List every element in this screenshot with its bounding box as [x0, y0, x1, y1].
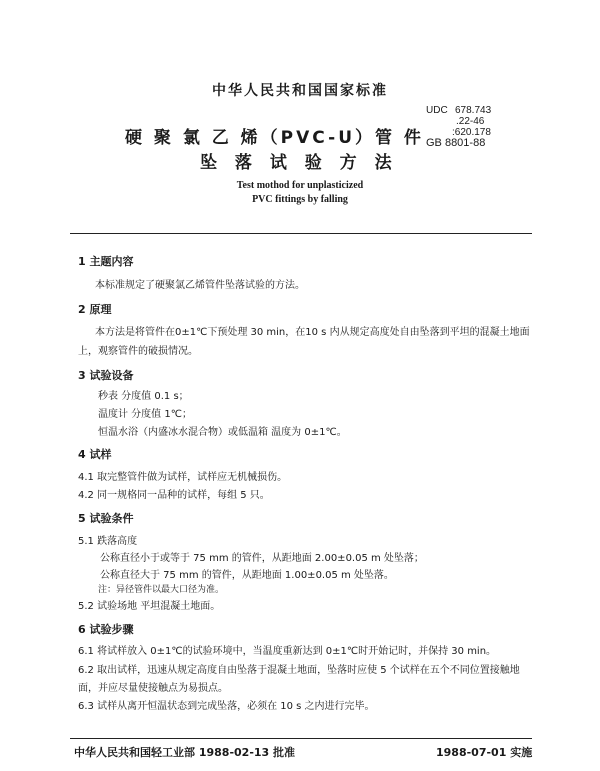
section-6-item-2-line1: 6.2 取出试样，迅速从规定高度自由坠落于混凝土地面，坠落时应使 5 个试样在五个不同位置接触地 [78, 665, 520, 676]
english-title-line1: Test mothod for unplasticized [236, 180, 364, 191]
section-5-item-1a: 公称直径小于或等于 75 mm 的管件，从距地面 2.00±0.05 m 处坠落； [100, 553, 424, 564]
section-4-heading: 4 试样 [78, 448, 112, 461]
section-5-item-2: 5.2 试验场地 平坦混凝土地面。 [78, 601, 221, 612]
section-6-item-2-line2: 面，并应尽量使接触点为易损点。 [78, 683, 228, 694]
document-title-line2: 坠 落 试 验 方 法 [200, 153, 398, 173]
standard-title: 中华人民共和国国家标准 [212, 83, 388, 99]
section-3-item-water-bath: 恒温水浴（内盛冰水混合物）或低温箱 温度为 0±1℃。 [98, 427, 347, 438]
section-2-text-line1: 本方法是将管件在0±1℃下预处理 30 min，在10 s 内从规定高度处自由坠落到平坦的混凝土地面 [95, 327, 530, 338]
section-1-heading: 1 主题内容 [78, 255, 134, 268]
gb-code: GB 8801-88 [426, 137, 486, 149]
section-5-item-1: 5.1 跌落高度 [78, 536, 138, 547]
section-2-heading: 2 原理 [78, 303, 112, 316]
approval-info: 中华人民共和国轻工业部 1988-02-13 批准 [74, 746, 296, 759]
section-5-note: 注：异径管件以最大口径为准。 [98, 585, 225, 595]
implementation-date: 1988-07-01 实施 [436, 746, 533, 759]
english-title-line2: PVC fittings by falling [252, 194, 348, 205]
header-divider [70, 233, 532, 234]
document-title-line1: 硬 聚 氯 乙 烯（PVC-U）管 件 [125, 128, 424, 148]
udc-label: UDC [426, 105, 448, 116]
section-6-item-3: 6.3 试样从离开恒温状态到完成坠落，必须在 10 s 之内进行完毕。 [78, 701, 375, 712]
section-3-heading: 3 试验设备 [78, 369, 134, 382]
section-6-heading: 6 试验步骤 [78, 623, 134, 636]
section-4-item-1: 4.1 取完整管件做为试样，试样应无机械损伤。 [78, 472, 288, 483]
section-3-item-thermometer: 温度计 分度值 1℃； [98, 409, 192, 420]
section-4-item-2: 4.2 同一规格同一品种的试样，每组 5 只。 [78, 490, 270, 501]
section-1-text: 本标准规定了硬聚氯乙烯管件坠落试验的方法。 [95, 280, 305, 291]
section-6-item-1: 6.1 将试样放入 0±1℃的试验环境中，当温度重新达到 0±1℃时开始记时，并保持 30 min。 [78, 646, 497, 657]
footer-divider [70, 738, 532, 739]
udc-code-line3: :620.178 [452, 127, 491, 138]
section-5-heading: 5 试验条件 [78, 512, 134, 525]
section-3-item-stopwatch: 秒表 分度值 0.1 s； [98, 391, 189, 402]
section-5-item-1b: 公称直径大于 75 mm 的管件，从距地面 1.00±0.05 m 处坠落。 [100, 570, 394, 581]
section-2-text-line2: 上，观察管件的破损情况。 [78, 346, 198, 357]
udc-code-line1: 678.743 [455, 105, 492, 116]
udc-code-line2: .22-46 [456, 116, 485, 127]
